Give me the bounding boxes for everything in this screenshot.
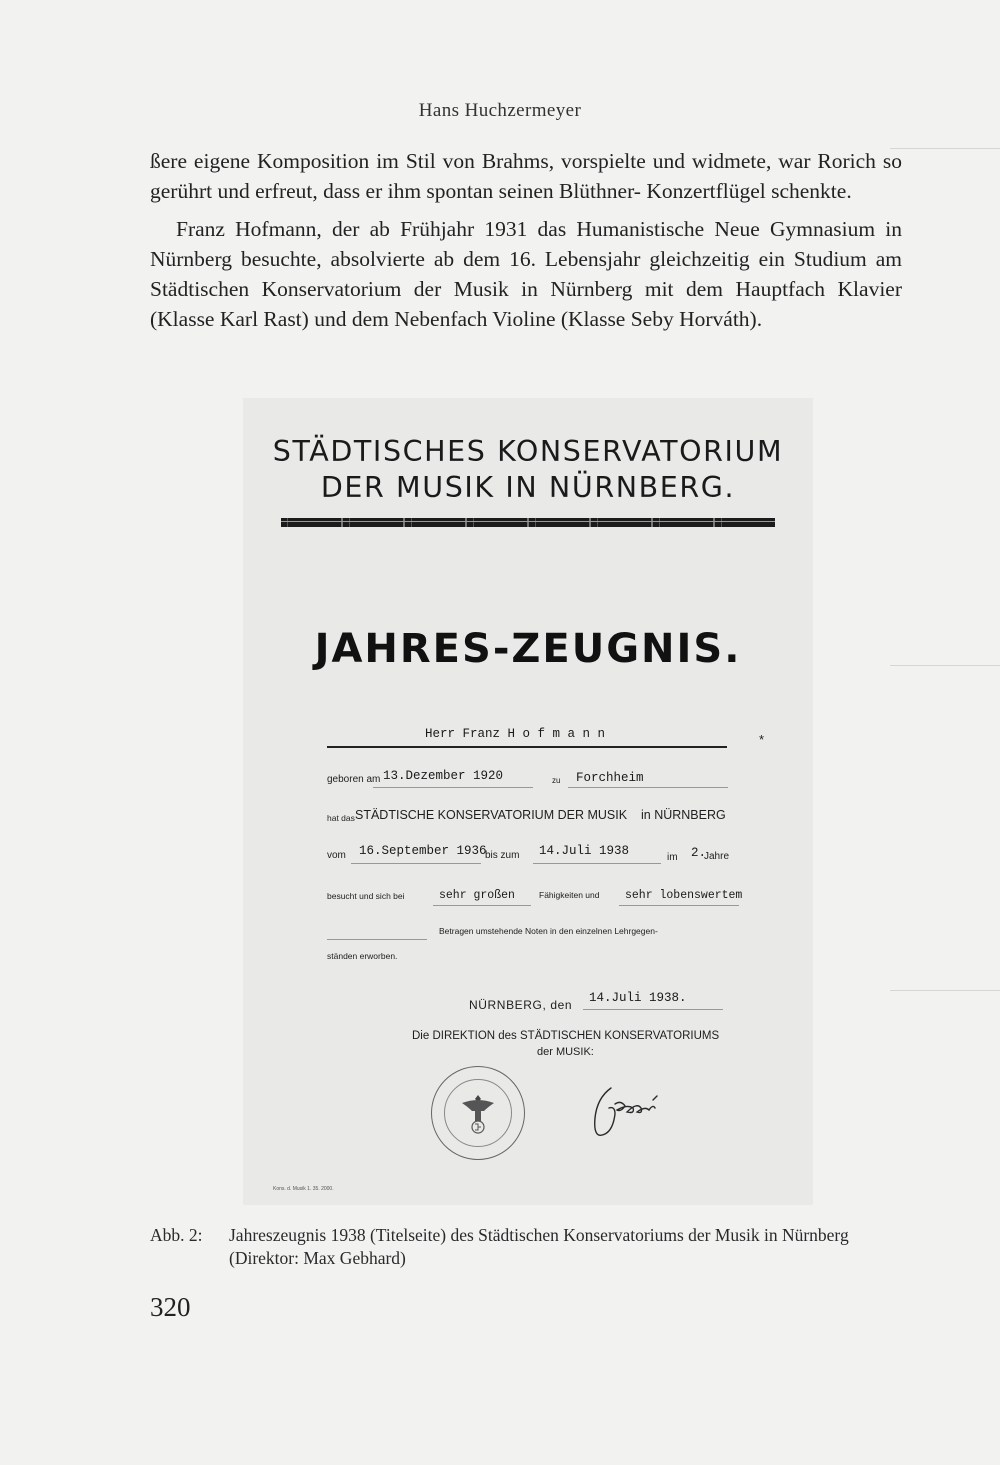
certificate-title: JAHRES-ZEUGNIS. [314, 626, 742, 672]
visited-label: besucht und sich bei [327, 891, 405, 901]
grades-text: Betragen umstehende Noten in den einzelnen Lehrgegen- [439, 926, 658, 936]
paragraph-1: ßere eigene Komposition im Stil von Brahms, vorspielte und widmete, war Rorich so gerührt und erfreut, dass er ihm spontan seinen Blüthner- Konzertflügel schenkte. [150, 149, 902, 203]
born-place: Forchheim [576, 771, 644, 785]
city-date-label: NÜRNBERG, den [469, 998, 573, 1012]
official-seal [431, 1066, 525, 1160]
born-place-line [568, 787, 728, 788]
caption-text: Jahreszeugnis 1938 (Titelseite) des Städtischen Konservatoriums der Musik in Nürnberg (Direktor: Max Gebhard) [229, 1225, 849, 1268]
institution-suffix: in NÜRNBERG [641, 808, 726, 822]
grades-text-2: ständen erworben. [327, 951, 398, 961]
paragraph-2: Franz Hofmann, der ab Frühjahr 1931 das Humanistische Neue Gymnasium in Nürnberg besuchte, absolvierte ab dem 16. Lebensjahr gleichzeitig ein Studium am Städtischen Konservatorium der Musik in Nürnberg mit dem Hauptfach Klavier (Klasse Karl Rast) und dem Nebenfach Violine (Klasse Seby Horváth). [150, 217, 902, 331]
page-number: 320 [150, 1292, 191, 1322]
issue-date-line [583, 1009, 723, 1010]
asterisk-mark: * [759, 732, 765, 747]
abilities-label: Fähigkeiten und [539, 890, 600, 900]
from-date: 16.September 1936 [359, 844, 487, 858]
until-label: bis zum [485, 850, 520, 861]
bleed-rule [890, 990, 1000, 991]
certificate-decorative-bar [281, 518, 775, 527]
attended-prefix: hat das [327, 813, 355, 823]
eagle-emblem-icon [432, 1067, 524, 1159]
certificate-header-line-1: STÄDTISCHES KONSERVATORIUM [272, 435, 784, 468]
abilities-value: sehr großen [439, 889, 515, 902]
until-date: 14.Juli 1938 [539, 844, 630, 858]
conduct-line [327, 939, 427, 940]
direction-line-1: Die DIREKTION des STÄDTISCHEN KONSERVATORIUMS [412, 1030, 720, 1042]
from-date-line [351, 863, 481, 864]
born-label: geboren am [327, 774, 381, 785]
duration-years: 2. [691, 846, 707, 860]
certificate-header [243, 434, 813, 506]
born-date-line [373, 787, 533, 788]
born-place-label: zu [552, 776, 561, 785]
certificate-figure [243, 398, 813, 1205]
bleed-rule [890, 148, 1000, 149]
direction-line-2: der MUSIK: [537, 1046, 594, 1058]
certificate-header-line-2: DER MUSIK IN NÜRNBERG. [320, 471, 736, 504]
abilities-line [433, 905, 531, 906]
from-label: vom [327, 850, 346, 861]
director-signature [583, 1078, 693, 1148]
diligence-line [619, 905, 739, 906]
bleed-rule [890, 665, 1000, 666]
issue-date: 14.Juli 1938. [589, 991, 687, 1005]
institution-name: STÄDTISCHE KONSERVATORIUM DER MUSIK [355, 808, 628, 822]
until-date-line [533, 863, 661, 864]
born-date: 13.Dezember 1920 [383, 769, 504, 783]
recipient-name: Herr Franz H o f m a n n [425, 727, 606, 741]
name-underline [327, 746, 727, 748]
diligence-value: sehr lobenswertem [625, 889, 743, 902]
running-head: Hans Huchzermeyer [418, 100, 582, 121]
form-note: Kons. d. Musik 1. 35. 2000. [273, 1186, 334, 1192]
duration-unit: Jahre [704, 851, 730, 862]
duration-label: im [667, 852, 678, 863]
body-text [150, 146, 902, 334]
caption-label: Abb. 2: [150, 1225, 203, 1245]
